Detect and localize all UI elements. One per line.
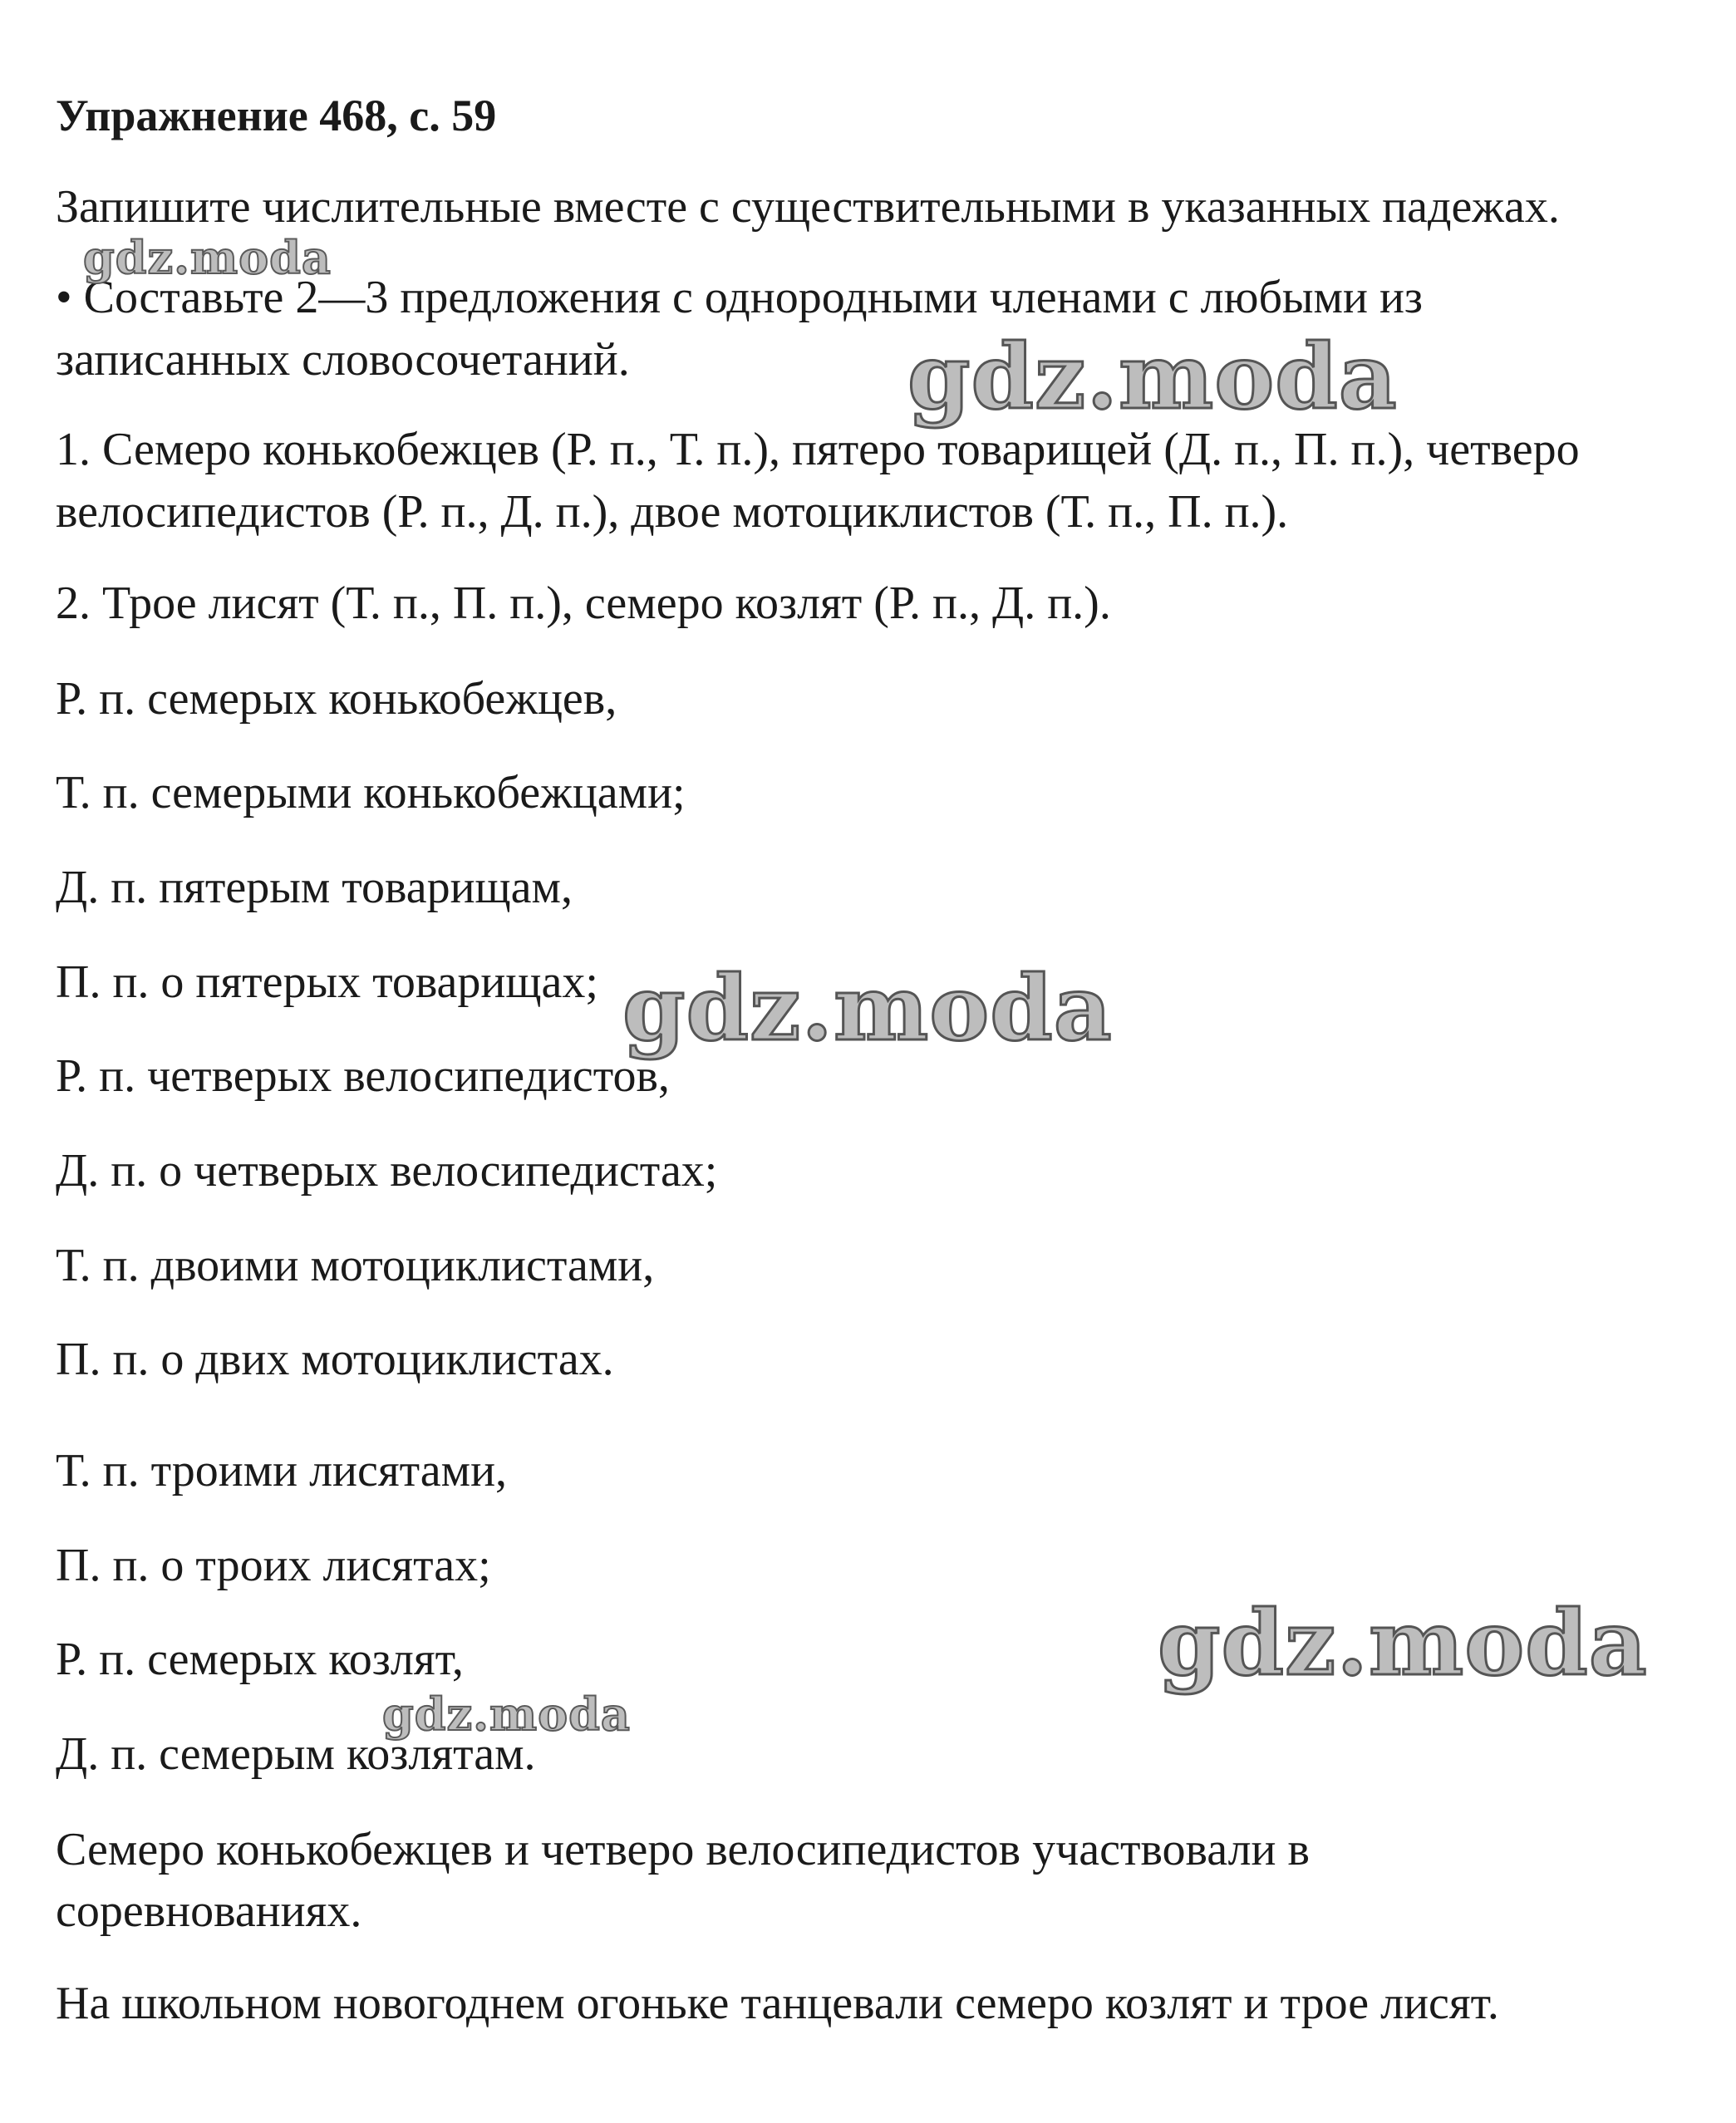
answer-line: П. п. о пятерых товарищах; xyxy=(56,956,598,1008)
answer-line: Т. п. двоими мотоциклистами, xyxy=(56,1240,655,1291)
answer-line: Д. п. семерым козлятам. xyxy=(56,1728,536,1780)
answer-line: Т. п. семерыми конькобежцами; xyxy=(56,767,686,818)
item-2: 2. Трое лисят (Т. п., П. п.), семеро козлят (Р. п., Д. п.). xyxy=(56,577,1111,629)
answer-line: П. п. о троих лисятах; xyxy=(56,1540,491,1591)
watermark: gdz.moda xyxy=(83,231,332,284)
answer-line: Р. п. семерых козлят, xyxy=(56,1634,464,1685)
answer-line: П. п. о двих мотоциклистах. xyxy=(56,1334,614,1385)
answer-line: Д. п. о четверых велосипедистах; xyxy=(56,1145,718,1197)
task-text-line-2: • Составьте 2—3 предложения с однородными членами с любыми из xyxy=(56,272,1424,323)
answer-line: Р. п. семерых конькобежцев, xyxy=(56,673,617,725)
sentence-1-line-2: соревнованиях. xyxy=(56,1885,362,1937)
task-text-line-1: Запишите числительные вместе с существительными в указанных падежах. xyxy=(56,181,1560,233)
exercise-title: Упражнение 468, с. 59 xyxy=(56,91,497,140)
answer-line: Д. п. пятерым товарищам, xyxy=(56,862,573,913)
watermark: gdz.moda xyxy=(1158,1591,1648,1696)
watermark: gdz.moda xyxy=(622,956,1113,1061)
answer-line: Р. п. четверых велосипедистов, xyxy=(56,1050,670,1102)
answer-line: Т. п. троими лисятами, xyxy=(56,1445,508,1496)
item-1-line-1: 1. Семеро конькобежцев (Р. п., Т. п.), пятеро товарищей (Д. п., П. п.), четверо xyxy=(56,424,1580,475)
sentence-2: На школьном новогоднем огоньке танцевали семеро козлят и трое лисят. xyxy=(56,1978,1499,2029)
task-text-line-3: записанных словосочетаний. xyxy=(56,334,630,386)
item-1-line-2: велосипедистов (Р. п., Д. п.), двое мотоциклистов (Т. п., П. п.). xyxy=(56,486,1289,538)
sentence-1-line-1: Семеро конькобежцев и четверо велосипедистов участвовали в xyxy=(56,1824,1310,1875)
watermark: gdz.moda xyxy=(907,325,1398,430)
watermark: gdz.moda xyxy=(382,1688,631,1741)
